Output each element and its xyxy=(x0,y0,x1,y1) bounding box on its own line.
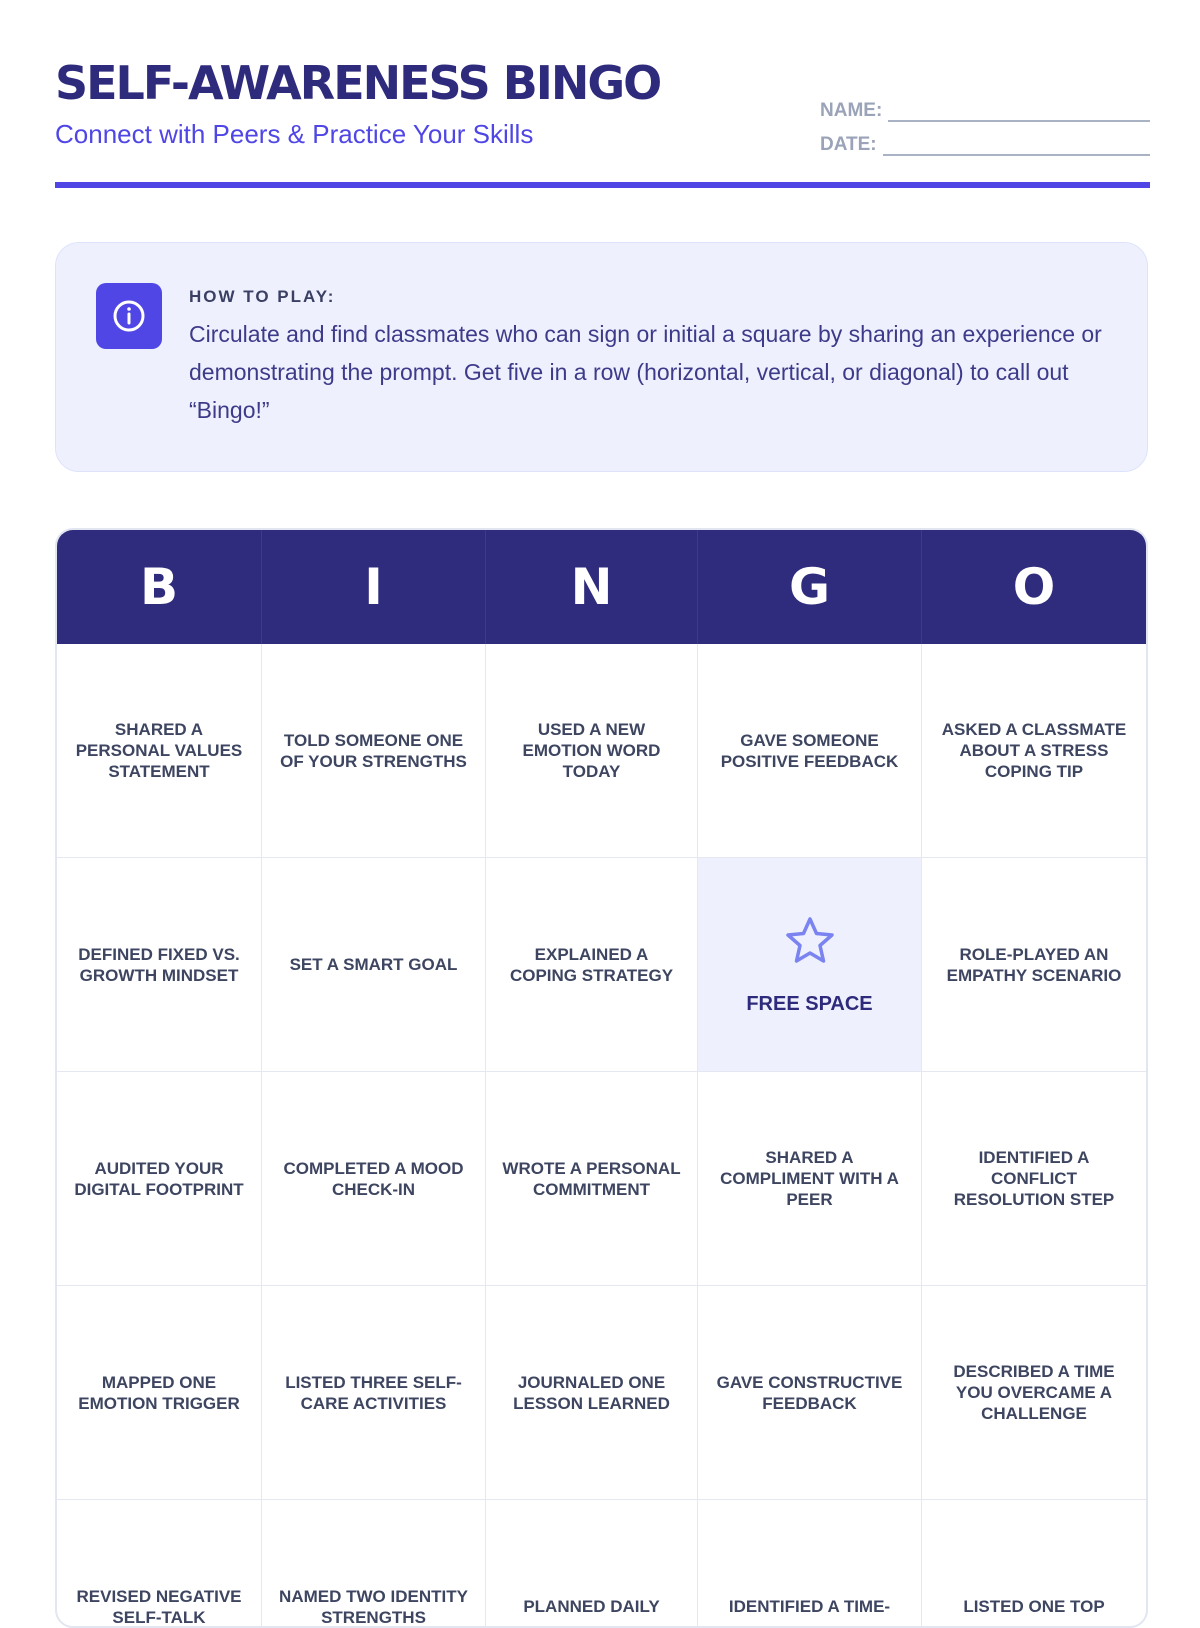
page-title: SELF-AWARENESS BINGO xyxy=(55,56,661,110)
bingo-square[interactable]: EXPLAINED A COPING STRATEGY xyxy=(486,858,698,1072)
bingo-square[interactable]: SHARED A COMPLIMENT WITH A PEER xyxy=(698,1072,922,1286)
bingo-square[interactable]: GAVE CONSTRUCTIVE FEEDBACK xyxy=(698,1286,922,1500)
student-fields xyxy=(820,92,1150,160)
bingo-square[interactable]: REVISED NEGATIVE SELF-TALK xyxy=(57,1500,262,1628)
name-label: NAME: xyxy=(820,100,883,121)
bingo-square[interactable]: IDENTIFIED A CONFLICT RESOLUTION STEP xyxy=(922,1072,1146,1286)
free-space-label: FREE SPACE xyxy=(746,992,873,1015)
page-subtitle: Connect with Peers & Practice Your Skills xyxy=(55,119,534,149)
bingo-letter-o: O xyxy=(1012,558,1056,616)
bingo-square[interactable]: COMPLETED A MOOD CHECK-IN xyxy=(262,1072,486,1286)
bingo-square[interactable]: AUDITED YOUR DIGITAL FOOTPRINT xyxy=(57,1072,262,1286)
bingo-row xyxy=(57,1500,1146,1628)
worksheet-header xyxy=(55,0,1150,188)
bingo-square[interactable]: DEFINED FIXED VS. GROWTH MINDSET xyxy=(57,858,262,1072)
bingo-card xyxy=(55,528,1148,1628)
bingo-square[interactable]: JOURNALED ONE LESSON LEARNED xyxy=(486,1286,698,1500)
info-icon xyxy=(96,283,162,349)
date-label: DATE: xyxy=(820,134,877,155)
header-divider xyxy=(55,182,1150,188)
bingo-row xyxy=(57,644,1146,858)
bingo-square[interactable]: TOLD SOMEONE ONE OF YOUR STRENGTHS xyxy=(262,644,486,858)
star-icon xyxy=(783,915,837,972)
bingo-square[interactable]: WROTE A PERSONAL COMMITMENT xyxy=(486,1072,698,1286)
bingo-square[interactable]: GAVE SOMEONE POSITIVE FEEDBACK xyxy=(698,644,922,858)
bingo-letter-b: B xyxy=(57,530,262,644)
name-line[interactable] xyxy=(888,102,1150,122)
bingo-square[interactable]: SET A SMART GOAL xyxy=(262,858,486,1072)
bingo-row xyxy=(57,1286,1146,1500)
free-space-square[interactable] xyxy=(698,858,922,1072)
bingo-square[interactable]: IDENTIFIED A TIME- xyxy=(698,1500,922,1628)
bingo-square[interactable]: LISTED ONE TOP xyxy=(922,1500,1146,1628)
bingo-square[interactable]: MAPPED ONE EMOTION TRIGGER xyxy=(57,1286,262,1500)
how-to-play-heading: HOW TO PLAY: xyxy=(189,287,336,306)
bingo-row xyxy=(57,1072,1146,1286)
bingo-letter-i: I xyxy=(262,530,486,644)
bingo-header-row xyxy=(57,530,1146,644)
bingo-square[interactable]: LISTED THREE SELF-CARE ACTIVITIES xyxy=(262,1286,486,1500)
bingo-grid xyxy=(57,644,1146,1628)
bingo-row xyxy=(57,858,1146,1072)
bingo-square[interactable]: NAMED TWO IDENTITY STRENGTHS xyxy=(262,1500,486,1628)
how-to-play-panel xyxy=(55,242,1148,472)
bingo-square[interactable]: PLANNED DAILY xyxy=(486,1500,698,1628)
bingo-letter-n: N xyxy=(486,530,698,644)
bingo-square[interactable]: SHARED A PERSONAL VALUES STATEMENT xyxy=(57,644,262,858)
date-field[interactable] xyxy=(820,126,1150,156)
date-line[interactable] xyxy=(883,136,1150,156)
bingo-square[interactable]: USED A NEW EMOTION WORD TODAY xyxy=(486,644,698,858)
bingo-square[interactable]: ASKED A CLASSMATE ABOUT A STRESS COPING TIP xyxy=(922,644,1146,858)
bingo-square[interactable]: DESCRIBED A TIME YOU OVERCAME A CHALLENGE xyxy=(922,1286,1146,1500)
bingo-square[interactable]: ROLE-PLAYED AN EMPATHY SCENARIO xyxy=(922,858,1146,1072)
bingo-letter-g: G xyxy=(698,530,922,644)
how-to-play-text: Circulate and find classmates who can sign or initial a square by sharing an experience or demonstrating the prompt. Get five in a row (horizontal, vertical, or diagonal) to call out “Bingo!” xyxy=(189,321,1102,423)
name-field[interactable] xyxy=(820,92,1150,122)
